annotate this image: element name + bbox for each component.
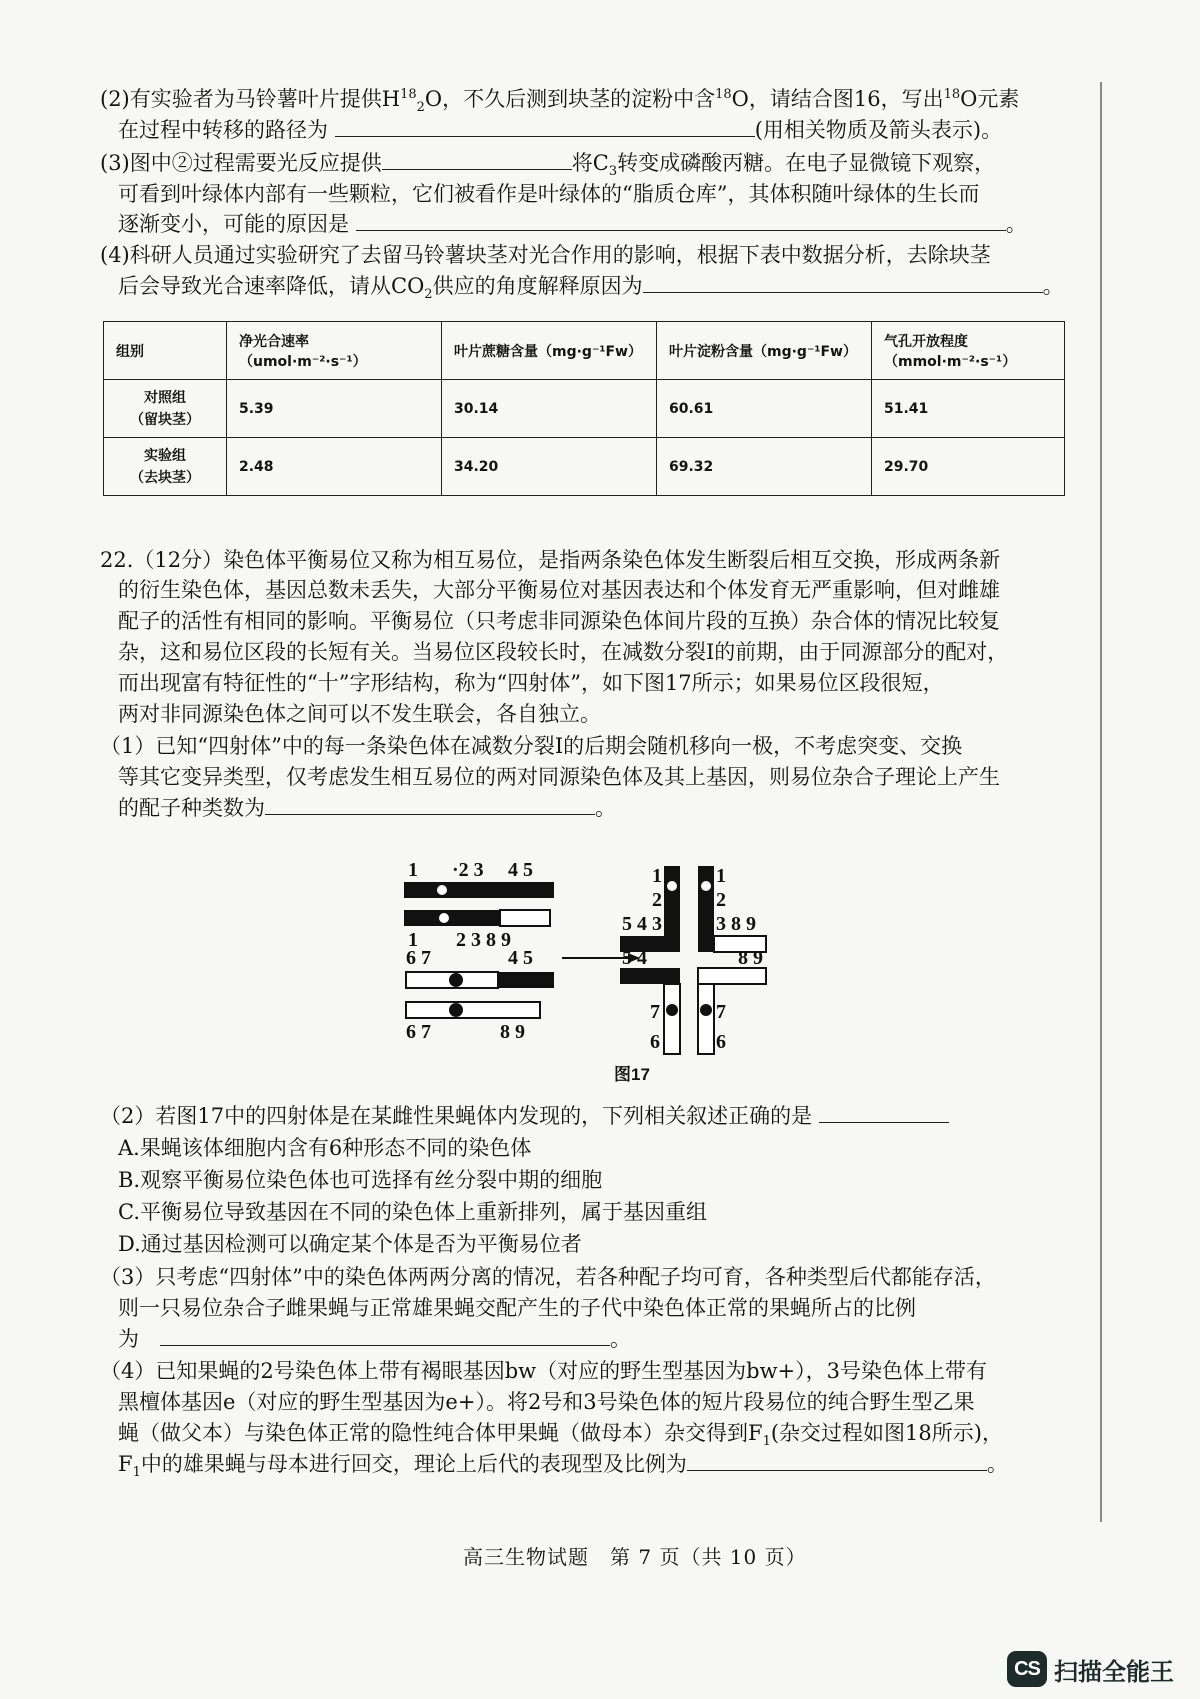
camscanner-text: 扫描全能王	[1054, 1657, 1174, 1686]
chromosome-bar	[698, 968, 766, 984]
gene-label: 7	[716, 1001, 726, 1023]
table-header-row	[104, 322, 1065, 380]
table-cell: 30.14	[442, 380, 657, 438]
table-header-cell: 叶片蔗糖含量（mg·g⁻¹Fw）	[442, 322, 657, 380]
margin-line	[1100, 82, 1102, 1522]
gene-label: 6 7	[406, 947, 431, 969]
q21-part2-line2: 在过程中转移的路径为 (用相关物质及箭头表示)。	[118, 118, 1003, 142]
centromere	[666, 1004, 678, 1016]
chromosome-bar	[664, 984, 680, 1054]
q22-intro-line2: 的衍生染色体，基因总数未丢失，大部分平衡易位对基因表达和个体发育无严重影响，但对雌雄	[118, 578, 1000, 602]
centromere	[439, 913, 449, 923]
q21-part3-line2: 可看到叶绿体内部有一些颗粒，它们被看作是叶绿体的“脂质仓库”，其体积随叶绿体的生长而	[118, 182, 980, 206]
gene-label: 5 4	[622, 947, 647, 969]
q22-intro-line4: 杂，这和易位区段的长短有关。当易位区段较长时，在减数分裂Ⅰ的前期，由于同源部分的配对，	[118, 640, 1009, 664]
answer-blank[interactable]	[335, 135, 755, 137]
camscanner-logo-icon: CS	[1007, 1651, 1047, 1687]
centromere	[700, 1004, 712, 1016]
figure-17	[400, 858, 820, 1083]
gene-label: 2	[716, 889, 726, 911]
figure-caption: 图17	[614, 1065, 650, 1084]
q21-part3-line3: 逐渐变小，可能的原因是 。	[118, 212, 1027, 236]
table-header-cell: 组别	[104, 322, 227, 380]
table-cell: 2.48	[227, 438, 442, 496]
chromosome-bar	[698, 984, 714, 1054]
q22-part3-line2: 则一只易位杂合子雌果蝇与正常雄果蝇交配产生的子代中染色体正常的果蝇所占的比例	[118, 1296, 916, 1320]
gene-label: 1	[716, 865, 726, 887]
gene-label: 6 7	[406, 1021, 431, 1043]
gene-label: ·2 3	[452, 859, 484, 881]
option-d: D.通过基因检测可以确定某个体是否为平衡易位者	[118, 1232, 582, 1256]
chromosome-bar	[404, 910, 500, 926]
figure-17-diagram	[400, 858, 820, 1083]
chromosome-bar	[500, 910, 550, 926]
q22-part1-line3: 的配子种类数为 。	[118, 796, 616, 820]
answer-blank[interactable]	[819, 1121, 949, 1123]
table-cell: 34.20	[442, 438, 657, 496]
q22-intro-line3: 配子的活性有相同的影响。平衡易位（只考虑非同源染色体间片段的互换）杂合体的情况比较复	[118, 609, 1000, 633]
table-row-name: 实验组 （去块茎）	[104, 438, 227, 496]
page-footer: 高三生物试题 第 7 页（共 10 页）	[463, 1545, 807, 1569]
answer-blank[interactable]	[160, 1344, 610, 1346]
table-cell: 29.70	[872, 438, 1065, 496]
q22-part1-line1: （1）已知“四射体”中的每一条染色体在减数分裂Ⅰ的后期会随机移向一极，不考虑突变、交换	[100, 734, 963, 758]
answer-blank[interactable]	[356, 229, 1006, 231]
centromere	[701, 881, 711, 891]
q22-intro-line1: 22.（12分）染色体平衡易位又称为相互易位，是指两条染色体发生断裂后相互交换，形成两条新	[100, 548, 1001, 572]
q22-part4-line1: （4）已知果蝇的2号染色体上带有褐眼基因bw（对应的野生型基因为bw+），3号染色体上带有	[100, 1359, 988, 1383]
gene-label: 2 3 8 9	[456, 929, 511, 951]
q22-part3-line3: 为 。	[118, 1327, 631, 1351]
gene-label: 7	[650, 1001, 660, 1023]
table-row	[104, 438, 1065, 496]
table-cell: 60.61	[657, 380, 872, 438]
chromosome-bar	[406, 1002, 540, 1018]
q22-intro-line6: 两对非同源染色体之间可以不发生联会，各自独立。	[118, 702, 601, 726]
chromosome-bar	[620, 968, 680, 984]
gene-label: 1	[408, 929, 418, 951]
centromere	[437, 885, 447, 895]
option-b: B.观察平衡易位染色体也可选择有丝分裂中期的细胞	[118, 1168, 603, 1192]
q22-part2-question: （2）若图17中的四射体是在某雌性果蝇体内发现的，下列相关叙述正确的是	[100, 1101, 1095, 1132]
gene-label: 4 5	[508, 859, 533, 881]
q21-part3-line1: (3)图中②过程需要光反应提供 将$C_3$转变成磷酸丙糖。在电子显微镜下观察，	[100, 151, 996, 180]
table-header-cell: 叶片淀粉含量（mg·g⁻¹Fw）	[657, 322, 872, 380]
gene-label: 2	[652, 889, 662, 911]
gene-label: 4 5	[508, 947, 533, 969]
gene-label: 6	[716, 1031, 726, 1053]
q21-part2-line1: (2)有实验者为马铃薯叶片提供$H^{18}_2O$，不久后测到块茎的淀粉中含$^{18}$O，请结合图16，写出$^{18}$O元素	[100, 87, 1020, 116]
answer-blank[interactable]	[382, 168, 572, 170]
option-a: A.果蝇该体细胞内含有6种形态不同的染色体	[118, 1136, 532, 1160]
answer-blank[interactable]	[643, 291, 1043, 293]
gene-label: 1	[652, 865, 662, 887]
centromere	[449, 973, 463, 987]
q22-part3-line1: （3）只考虑“四射体”中的染色体两两分离的情况，若各种配子均可育，各种类型后代都能存活，	[100, 1265, 996, 1289]
table-cell: 5.39	[227, 380, 442, 438]
q21-part4-line1: (4)科研人员通过实验研究了去留马铃薯块茎对光合作用的影响，根据下表中数据分析，去除块茎	[100, 243, 991, 267]
centromere	[449, 1003, 463, 1017]
table-cell: 69.32	[657, 438, 872, 496]
gene-label: 3 8 9	[716, 913, 756, 935]
option-c: C.平衡易位导致基因在不同的染色体上重新排列，属于基因重组	[118, 1200, 707, 1224]
scanner-watermark	[1007, 1651, 1174, 1687]
answer-blank[interactable]	[265, 813, 595, 815]
q22-part1-line2: 等其它变异类型，仅考虑发生相互易位的两对同源染色体及其上基因，则易位杂合子理论上产生	[118, 765, 1000, 789]
answer-blank[interactable]	[687, 1469, 987, 1471]
gene-label: 8 9	[738, 947, 763, 969]
chromosome-bar	[664, 866, 680, 952]
table-row-name: 对照组 （留块茎）	[104, 380, 227, 438]
table-header-cell: 净光合速率（umol·m⁻²·s⁻¹）	[227, 322, 442, 380]
table-row	[104, 380, 1065, 438]
q22-intro-line5: 而出现富有特征性的“十”字形结构，称为“四射体”，如下图17所示；如果易位区段很短，	[118, 671, 944, 695]
chromosome-bar	[404, 882, 554, 898]
data-table	[103, 321, 1065, 496]
centromere	[667, 881, 677, 891]
chromosome-bar	[498, 972, 554, 988]
gene-label: 6	[650, 1031, 660, 1053]
table-header-cell: 气孔开放程度（mmol·m⁻²·s⁻¹）	[872, 322, 1065, 380]
gene-label: 1	[408, 859, 418, 881]
q21-part4-line2: 后会导致光合速率降低，请从$CO_2$供应的角度解释原因为 。	[118, 274, 1064, 303]
table-cell: 51.41	[872, 380, 1065, 438]
chromosome-bar	[698, 866, 714, 952]
q22-part4-line3: 蝇（做父本）与染色体正常的隐性纯合体甲果蝇（做母本）杂交得到$F_1$(杂交过程如图18所示)，	[118, 1421, 1003, 1450]
gene-label: 8 9	[500, 1021, 525, 1043]
q22-part4-line4: $F_1$中的雄果蝇与母本进行回交，理论上后代的表现型及比例为 。	[118, 1452, 1008, 1481]
gene-label: 5 4 3	[622, 913, 662, 935]
q22-part4-line2: 黑檀体基因e（对应的野生型基因为e+）。将2号和3号染色体的短片段易位的纯合野生型乙果	[118, 1390, 975, 1414]
